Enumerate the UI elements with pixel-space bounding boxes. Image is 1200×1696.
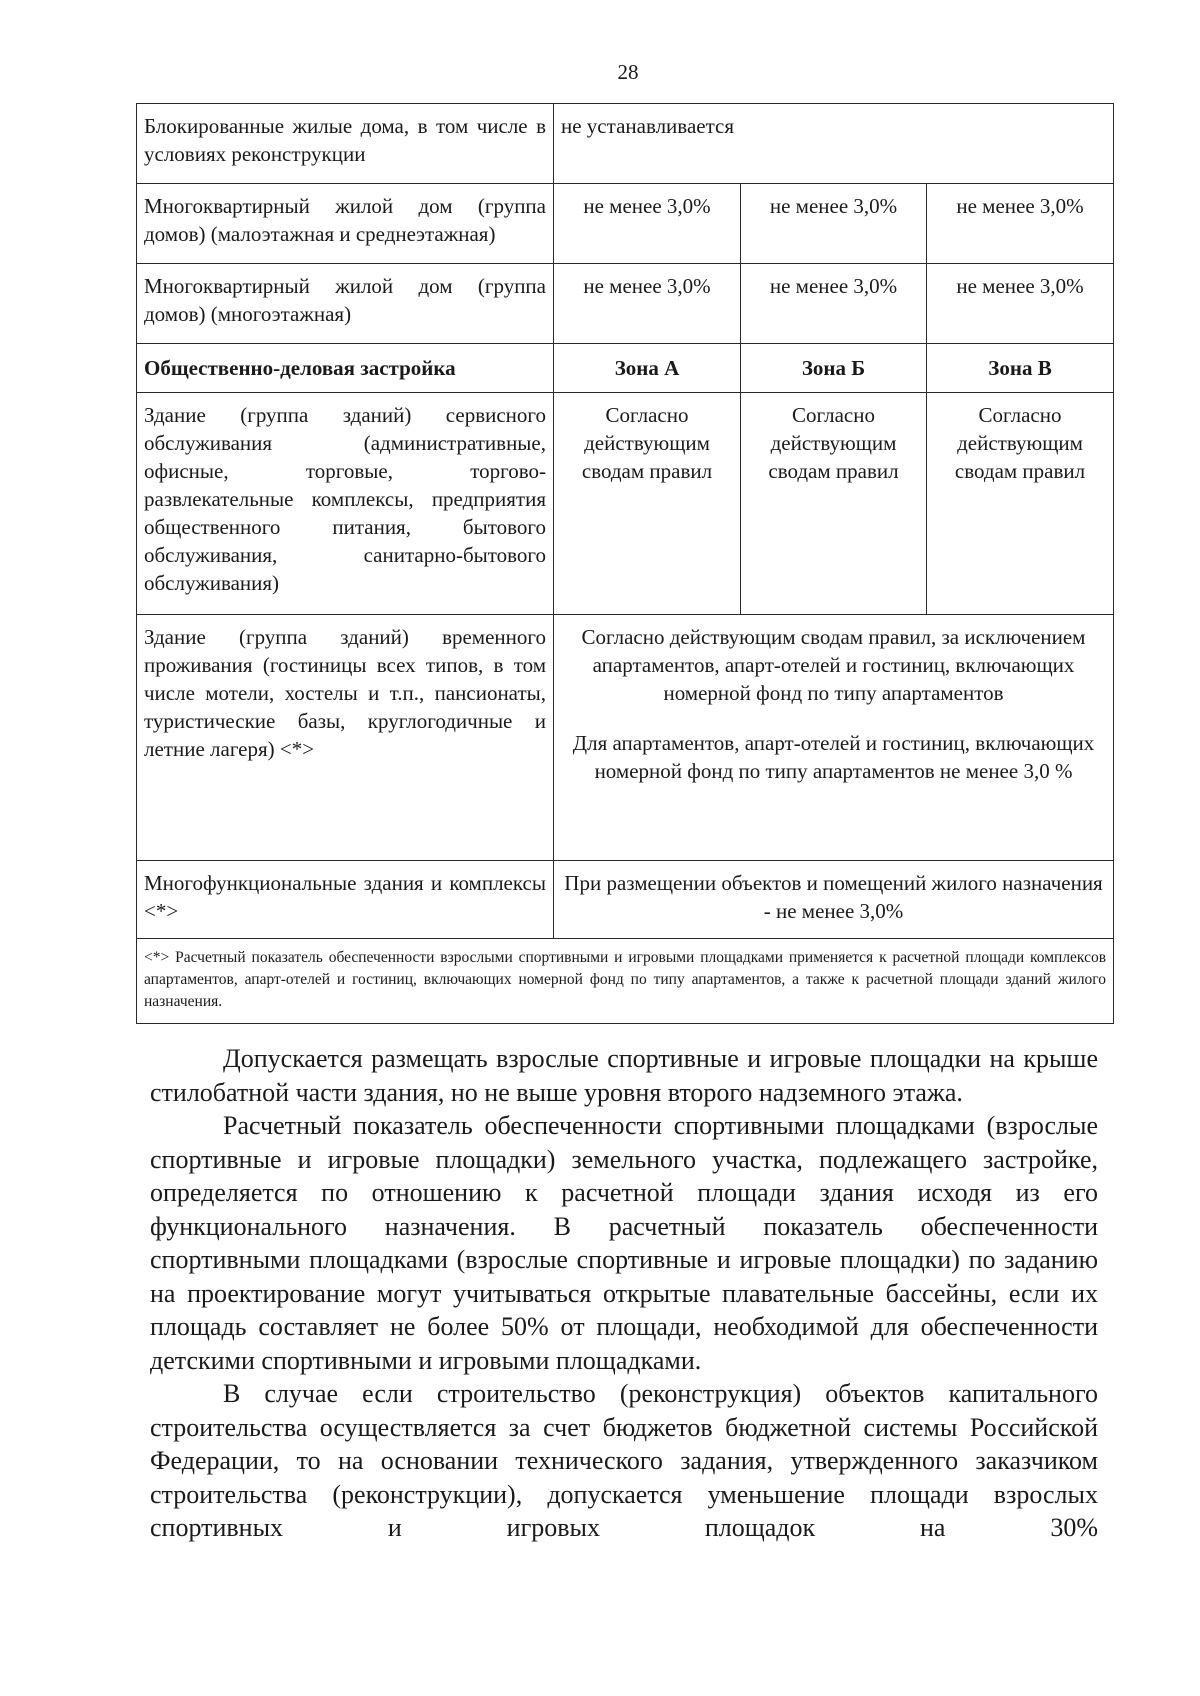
zone-b-value: Согласно действующим сводам правил bbox=[741, 393, 927, 615]
zone-a-value: Согласно действующим сводам правил bbox=[554, 393, 741, 615]
zone-b-header: Зона Б bbox=[741, 344, 927, 393]
row-value-merged: не устанавливается bbox=[554, 104, 1114, 184]
paragraph: В случае если строительство (реконструкция) объектов капитального строительства осуществляется за счет бюджетов бюджетной системы Российской Федерации, то на основании технического задания, утвержденного заказчиком строительства (реконструкции), допускается уменьшение площади взрослых спортивных и игровых площадок на 30% bbox=[150, 1379, 1098, 1542]
table-footnote: <*> Расчетный показатель обеспеченности взрослыми спортивными и игровыми площадками применяется к расчетной площади комплексов апартаментов, апарт-отелей и гостиниц, включающих номерной фонд по типу апартаментов, а также к расчетной площади зданий жилого назначения. bbox=[137, 939, 1114, 1024]
norms-table bbox=[136, 103, 1114, 1024]
paragraph: Расчетный показатель обеспеченности спортивными площадками (взрослые спортивные и игровые площадки) земельного участка, подлежащего застройке, определяется по отношению к расчетной площади здания исходя из его функционального назначения. В расчетный показатель обеспеченности спортивными площадками (взрослые спортивные и игровые площадки) по заданию на проектирование могут учитываться открытые плавательные бассейны, если их площадь составляет не более 50% от площади, необходимой для обеспеченности детскими спортивными и игровыми площадками. bbox=[150, 1111, 1098, 1375]
zone-c-value: не менее 3,0% bbox=[927, 184, 1114, 264]
table-row bbox=[137, 184, 1114, 264]
table-row bbox=[137, 264, 1114, 344]
section-header-row bbox=[137, 344, 1114, 393]
row-label: Здание (группа зданий) сервисного обслуживания (административные, офисные, торговые, торгово-развлекательные комплексы, предприятия общественного питания, бытового обслуживания, санитарно-бытового обслуживания) bbox=[137, 393, 554, 615]
table-row bbox=[137, 104, 1114, 184]
zone-b-value: не менее 3,0% bbox=[741, 264, 927, 344]
row-label: Многофункциональные здания и комплексы <*> bbox=[137, 861, 554, 939]
zone-c-value: не менее 3,0% bbox=[927, 264, 1114, 344]
row-label: Многоквартирный жилой дом (группа домов) (малоэтажная и среднеэтажная) bbox=[137, 184, 554, 264]
row-value-merged bbox=[554, 615, 1114, 861]
paragraph: Допускается размещать взрослые спортивные и игровые площадки на крыше стилобатной части здания, но не выше уровня второго надземного этажа. bbox=[150, 1044, 1098, 1107]
row-value-merged: При размещении объектов и помещений жилого назначения - не менее 3,0% bbox=[554, 861, 1114, 939]
zone-a-header: Зона А bbox=[554, 344, 741, 393]
footnote-row bbox=[137, 939, 1114, 1024]
table-row bbox=[137, 393, 1114, 615]
section-header-label: Общественно-деловая застройка bbox=[137, 344, 554, 393]
zone-a-value: не менее 3,0% bbox=[554, 184, 741, 264]
temp-text-general: Согласно действующим сводам правил, за исключением апартаментов, апарт-отелей и гостиниц, включающих номерной фонд по типу апартаментов bbox=[581, 625, 1086, 705]
zone-c-header: Зона В bbox=[927, 344, 1114, 393]
row-label: Здание (группа зданий) временного проживания (гостиницы всех типов, в том числе мотели, хостелы и т.п., пансионаты, туристические базы, круглогодичные и летние лагеря) <*> bbox=[137, 615, 554, 861]
row-label: Многоквартирный жилой дом (группа домов) (многоэтажная) bbox=[137, 264, 554, 344]
table-row bbox=[137, 615, 1114, 861]
body-text bbox=[150, 1042, 1098, 1545]
zone-a-value: не менее 3,0% bbox=[554, 264, 741, 344]
temp-text-apartments: Для апартаментов, апарт-отелей и гостиниц, включающих номерной фонд по типу апартаментов не менее 3,0 % bbox=[572, 731, 1095, 783]
row-label: Блокированные жилые дома, в том числе в условиях реконструкции bbox=[137, 104, 554, 184]
table-row bbox=[137, 861, 1114, 939]
page-number: 28 bbox=[617, 60, 639, 84]
zone-b-value: не менее 3,0% bbox=[741, 184, 927, 264]
zone-c-value: Согласно действующим сводам правил bbox=[927, 393, 1114, 615]
